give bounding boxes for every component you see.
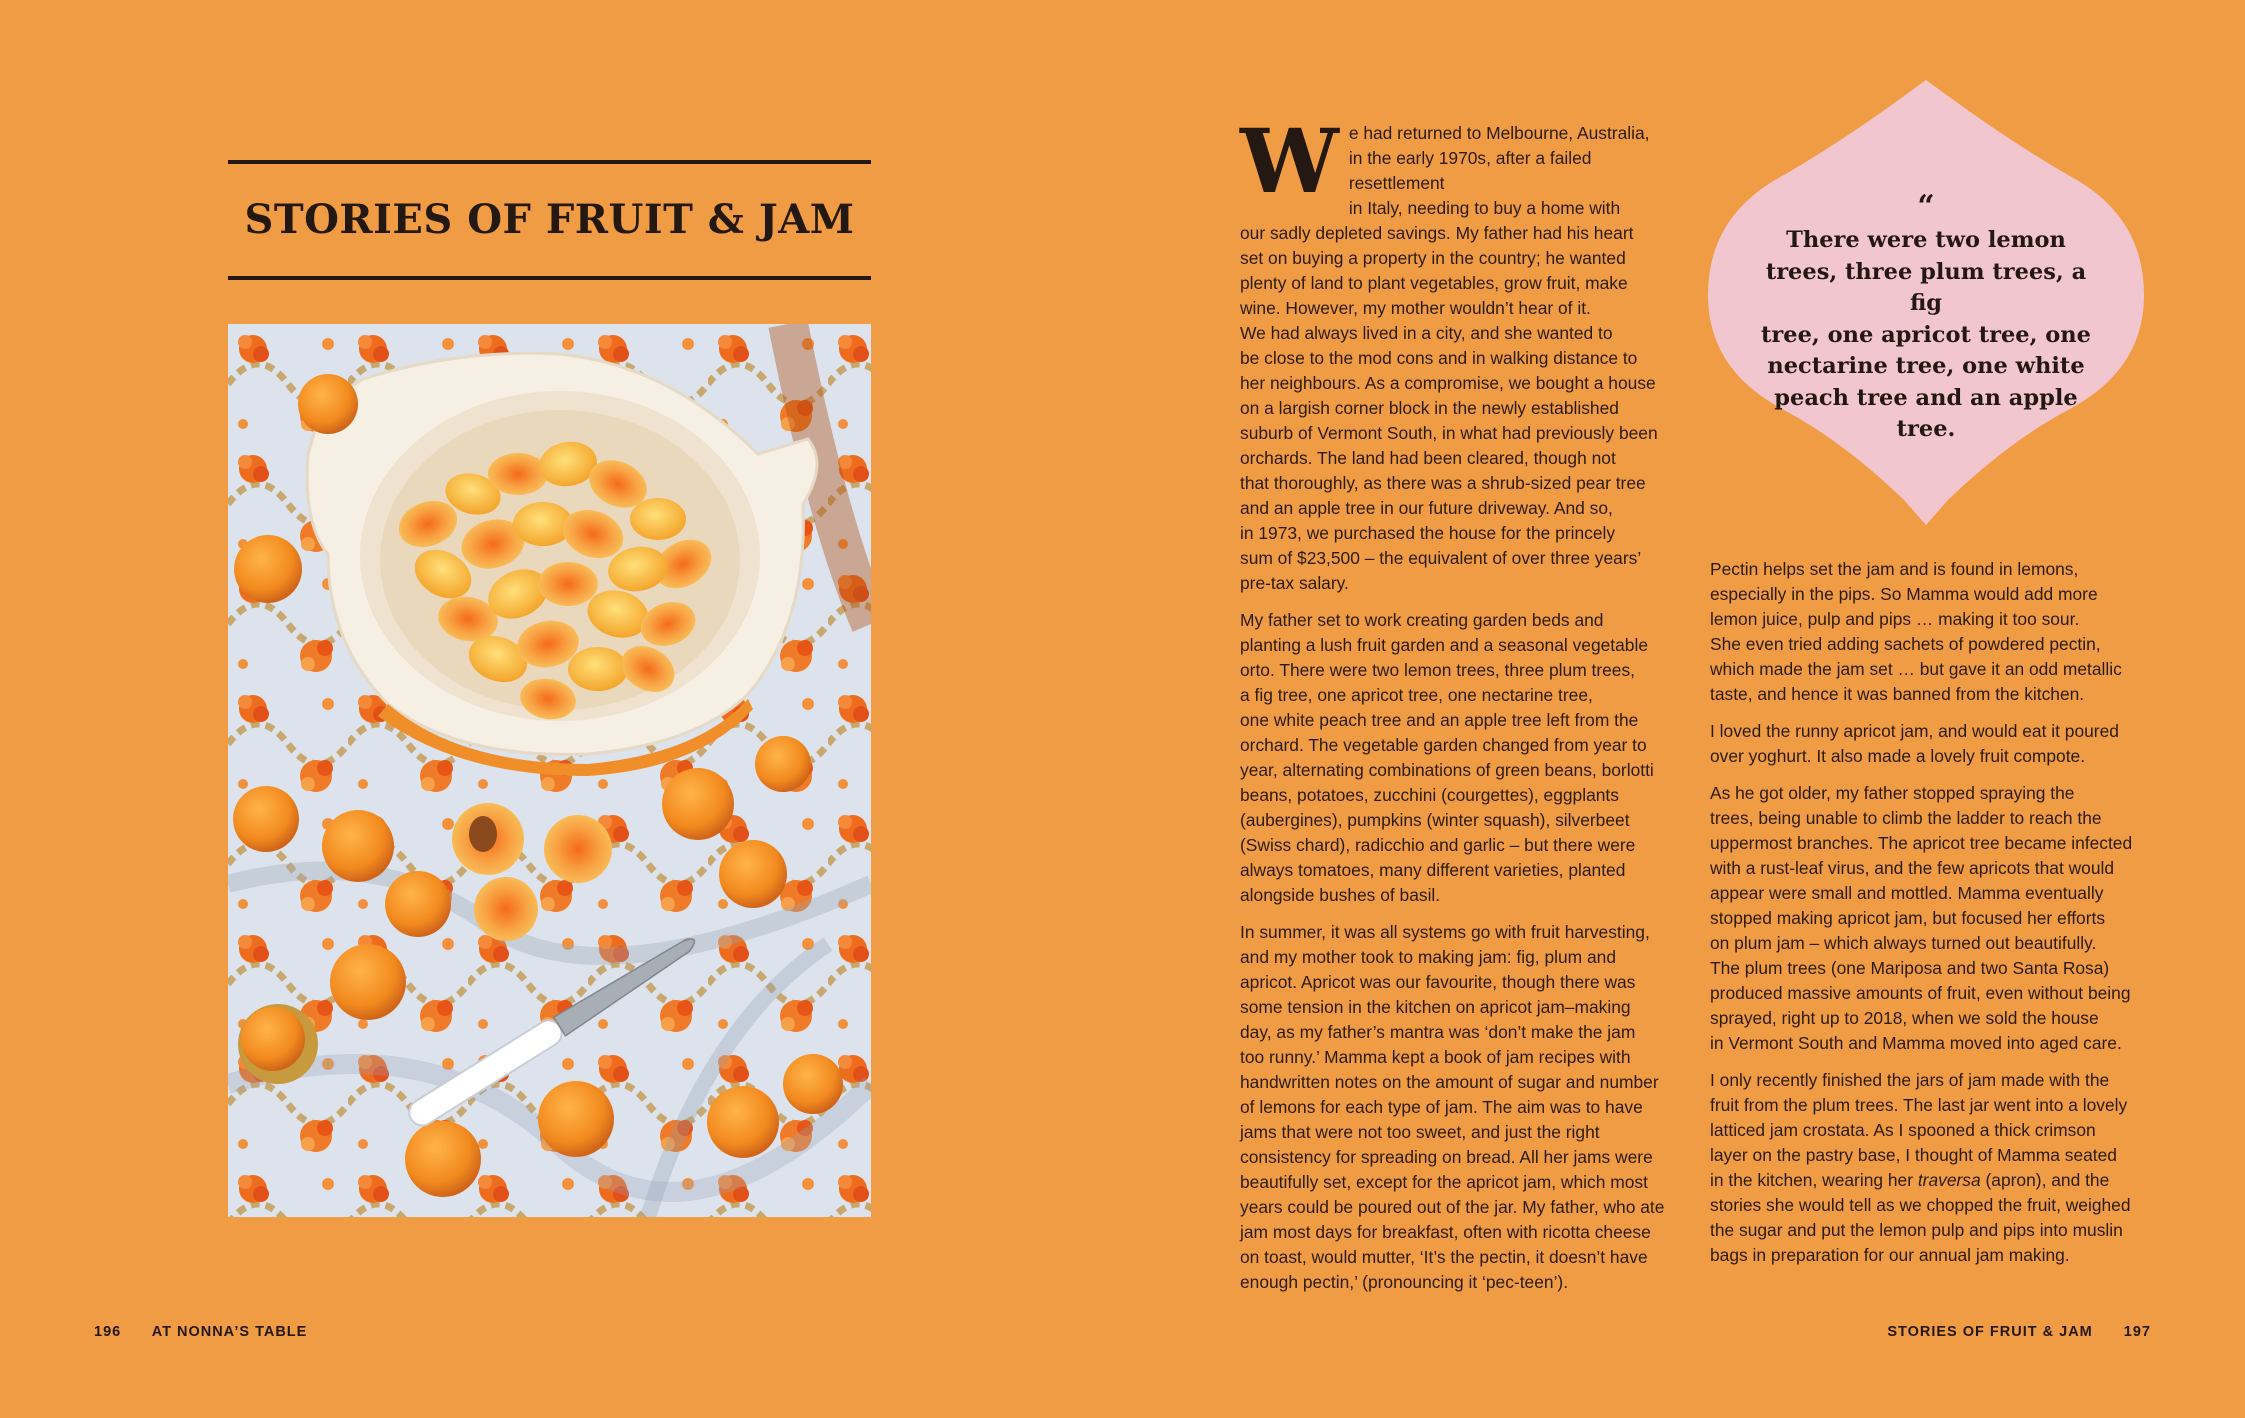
paragraph bbox=[1710, 1068, 2155, 1268]
quote-mark-icon: “ bbox=[1917, 189, 1935, 224]
footer-left bbox=[94, 1324, 333, 1340]
apricot-bowl-photo bbox=[228, 324, 871, 1217]
paragraph: As he got older, my father stopped spraying the trees, being unable to climb the ladder to reach the uppermost branches. The apricot tree became infected with a rust-leaf virus, and the few apricots that would appear were small and mottled. Mamma eventually stopped making apricot jam, but focused her efforts on plum jam – which always turned out beautifully. The plum trees (one Mariposa and two Santa Rosa) produced massive amounts of fruit, even without being sprayed, right up to 2018, when we sold the house in Vermont South and Mamma moved into aged care. bbox=[1710, 783, 2133, 1053]
paragraph: I loved the runny apricot jam, and would eat it poured over yoghurt. It also made a lovely fruit compote. bbox=[1710, 721, 2119, 766]
page-number-left: 196 bbox=[94, 1324, 122, 1340]
section-title: STORIES OF FRUIT & JAM bbox=[1887, 1324, 2093, 1340]
drop-cap: W bbox=[1240, 109, 1339, 213]
chapter-heading: STORIES OF FRUIT & JAM bbox=[244, 196, 855, 243]
pull-quote-text: There were two lemon trees, three plum trees, a fig tree, one apricot tree, one nectarine tree, one white peach tree and an apple tree. bbox=[1761, 227, 2091, 442]
paragraph: Pectin helps set the jam and is found in lemons, especially in the pips. So Mamma would add more lemon juice, pulp and pips … making it too sour. She even tried adding sachets of powdered pectin, which made the jam set … but gave it an odd metallic taste, and hence it was banned from the kitchen. bbox=[1710, 559, 2122, 704]
heading-rule-bottom bbox=[228, 276, 871, 280]
text-run: I only recently finished the jars of jam made with the fruit from the plum trees. The last jar went into a lovely latticed jam crostata. As I spooned a thick crimson layer on the pastry base, I thought of Mamma seated in the kitchen, wearing her bbox=[1710, 1070, 2128, 1190]
text-column-2 bbox=[1710, 557, 2155, 1280]
paragraph: My father set to work creating garden beds and planting a lush fruit garden and a seasonal vegetable orto. There were two lemon trees, three plum trees, a fig tree, one apricot tree, one nectarine tree, one white peach tree and an apple tree left from the orchard. The vegetable garden changed from year to year, alternating combinations of green beans, borlotti beans, potatoes, zucchini (courgettes), eggplants (aubergines), pumpkins (winter squash), silverbeet (Swiss chard), radicchio and garlic – but there were always tomatoes, many different varieties, planted alongside bushes of basil. bbox=[1240, 610, 1654, 905]
book-title: AT NONNA’S TABLE bbox=[151, 1324, 308, 1340]
text-run: (apron), and the stories she would tell as we chopped the fruit, weighed the sugar and put the lemon pulp and pips into muslin bags in preparation for our annual jam making. bbox=[1710, 1170, 2131, 1265]
pull-quote bbox=[1708, 80, 2144, 525]
heading-rule-top bbox=[228, 160, 871, 164]
italic-word: traversa bbox=[1917, 1170, 1981, 1190]
text-column-1 bbox=[1240, 109, 1685, 1307]
footer-right bbox=[1861, 1324, 2151, 1340]
page-number-right: 197 bbox=[2123, 1324, 2151, 1340]
paragraph: e had returned to Melbourne, Australia, in the early 1970s, after a failed resettlement in Italy, needing to buy a home with our sadly depleted savings. My father had his heart set on buying a property in the country; he wanted plenty of land to plant vegetables, grow fruit, make wine. However, my mother wouldn’t hear of it. We had always lived in a city, and she wanted to be close to the mod cons and in walking distance to her neighbours. As a compromise, we bought a house on a largish corner block in the newly established suburb of Vermont South, in what had previously been orchards. The land had been cleared, though not that thoroughly, as there was a shrub-sized pear tree and an apple tree in our future driveway. And so, in 1973, we purchased the house for the princely sum of $23,500 – the equivalent of over three years’ pre-tax salary. bbox=[1240, 123, 1658, 593]
paragraph: In summer, it was all systems go with fruit harvesting, and my mother took to making jam: fig, plum and apricot. Apricot was our favourite, though there was some tension in the kitchen on apricot jam–making day, as my father’s mantra was ‘don’t make the jam too runny.’ Mamma kept a book of jam recipes with handwritten notes on the amount of sugar and number of lemons for each type of jam. The aim was to have jams that were not too sweet, and just the right consistency for spreading on bread. All her jams were beautifully set, except for the apricot jam, which most years could be poured out of the jar. My father, who ate jam most days for breakfast, often with ricotta cheese on toast, would mutter, ‘It’s the pectin, it doesn’t have enough pectin,’ (pronouncing it ‘pec-teen’). bbox=[1240, 922, 1665, 1292]
